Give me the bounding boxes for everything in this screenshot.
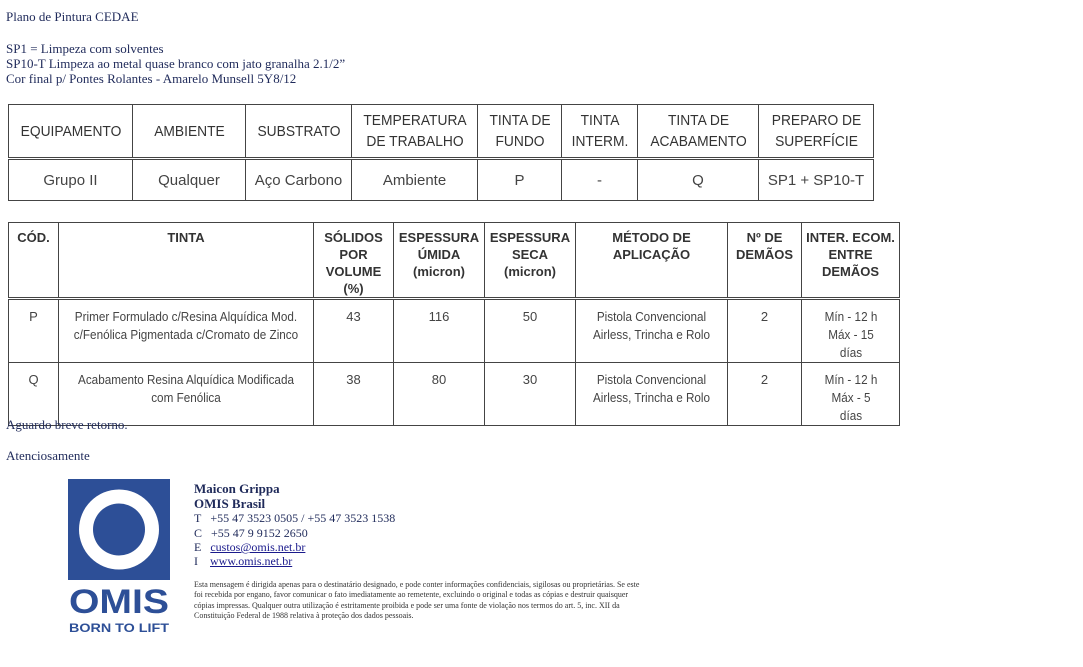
cell-tinta-text: Primer Formulado c/Resina Alquídica Mod. c/Fenólica Pigmentada c/Cromato de Zinco [73,309,299,342]
header-equipamento: EQUIPAMENTO [13,105,127,159]
equipment-table-header [9,105,874,159]
cell-espessura-umida: 80 [394,363,485,426]
cell-metodo [576,363,728,426]
cell-preparo: SP1 + SP10-T [759,159,874,201]
cell-intervalo [802,299,900,363]
web-line [194,554,292,568]
header-metodo: MÉTODO DE APLICAÇÃO [576,223,728,299]
header-substrato: SUBSTRATO [250,105,348,159]
website-link[interactable]: www.omis.net.br [210,554,293,568]
header-intervalo: INTER. ECOM. ENTRE DEMÃOS [802,223,900,299]
table-row [9,299,900,363]
cell-substrato: Aço Carbono [246,159,352,201]
header-ambiente: AMBIENTE [137,105,241,159]
phone-label: T [194,511,202,525]
signature-company: OMIS Brasil [194,496,266,511]
cell-intervalo-text: Mín - 12 h Máx - 5 días [824,372,877,423]
cell-solidos: 38 [314,363,394,426]
email-line [194,540,305,554]
cell-tinta-text: Acabamento Resina Alquídica Modificada com Fenólica [78,372,294,405]
cell-temperatura: Ambiente [352,159,478,201]
cell-intervalo-text: Mín - 12 h Máx - 15 días [824,309,877,360]
header-solidos: SÓLIDOS POR VOLUME (%) [314,223,394,299]
legal-disclaimer: Esta mensagem é dirigida apenas para o destinatário designado, e pode conter informações confidenciais, sigilosas ou proprietárias. Se este foi recebida por engano, favor comunicar o fato imediatamente ao remetente, excluindo o original e todas as cópias e destruir quaisquer cópias impressas. Qualquer outra utilização é estritamente proibida e pode ser uma fonte de violação nos termos do art. 5, inc. XII da Constituição Federal de 1988 relativa à proteção dos dados pessoais. [194,580,640,620]
cell-espessura-umida: 116 [394,299,485,363]
regards: Atenciosamente [6,448,90,463]
phone-value: +55 47 3523 0505 / +55 47 3523 1538 [210,511,396,525]
final-color-note: Cor final p/ Pontes Rolantes - Amarelo Munsell 5Y8/12 [6,71,297,86]
header-tinta: TINTA [59,223,314,299]
email-label: E [194,540,202,554]
email-link[interactable]: custos@omis.net.br [210,540,306,554]
cell-solidos: 43 [314,299,394,363]
header-demaos: Nº DE DEMÃOS [728,223,802,299]
paint-table [8,222,900,426]
header-tinta-interm: TINTA INTERM. [565,105,635,159]
cell-label: C [194,526,203,540]
cell-espessura-seca: 30 [485,363,576,426]
header-cod: CÓD. [9,223,59,299]
return-note: Aguardo breve retorno. [6,417,128,432]
cell-line [194,526,308,540]
header-tinta-fundo: TINTA DE FUNDO [481,105,558,159]
header-preparo: PREPARO DE SUPERFÍCIE [763,105,869,159]
plan-title: Plano de Pintura CEDAE [6,9,139,24]
header-espessura-umida: ESPESSURA ÚMIDA (micron) [394,223,485,299]
omis-logo [68,479,170,636]
equipment-table [8,104,874,201]
cell-tinta-interm: - [562,159,638,201]
cell-ambiente: Qualquer [133,159,246,201]
cell-metodo-text: Pistola Convencional Airless, Trincha e Rolo [592,309,711,342]
header-espessura-seca: ESPESSURA SECA (micron) [485,223,576,299]
signature-name: Maicon Grippa [194,481,280,496]
cell-tinta-fundo: P [478,159,562,201]
paint-table-header [9,223,900,299]
cell-demaos: 2 [728,363,802,426]
table-row [9,363,900,426]
header-tinta-acabamento: TINTA DE ACABAMENTO [642,105,753,159]
web-label: I [194,554,198,568]
sp1-note: SP1 = Limpeza com solventes [6,41,164,56]
cell-cod: P [9,299,59,363]
logo-text: OMIS [69,583,169,621]
cell-intervalo [802,363,900,426]
cell-equipamento: Grupo II [9,159,133,201]
cell-demaos: 2 [728,299,802,363]
cell-tinta-acabamento: Q [638,159,759,201]
cell-tinta [59,299,314,363]
table-row [9,159,874,201]
cell-metodo-text: Pistola Convencional Airless, Trincha e Rolo [592,372,711,405]
cell-cod: Q [9,363,59,426]
cell-metodo [576,299,728,363]
phone-line [194,511,395,525]
omis-logo-mark [68,479,170,636]
logo-tagline: BORN TO LIFT [69,621,170,635]
cell-value: +55 47 9 9152 2650 [211,526,308,540]
header-temperatura: TEMPERATURA DE TRABALHO [357,105,473,159]
cell-espessura-seca: 50 [485,299,576,363]
sp10-note: SP10-T Limpeza ao metal quase branco com jato granalha 2.1/2” [6,56,346,71]
